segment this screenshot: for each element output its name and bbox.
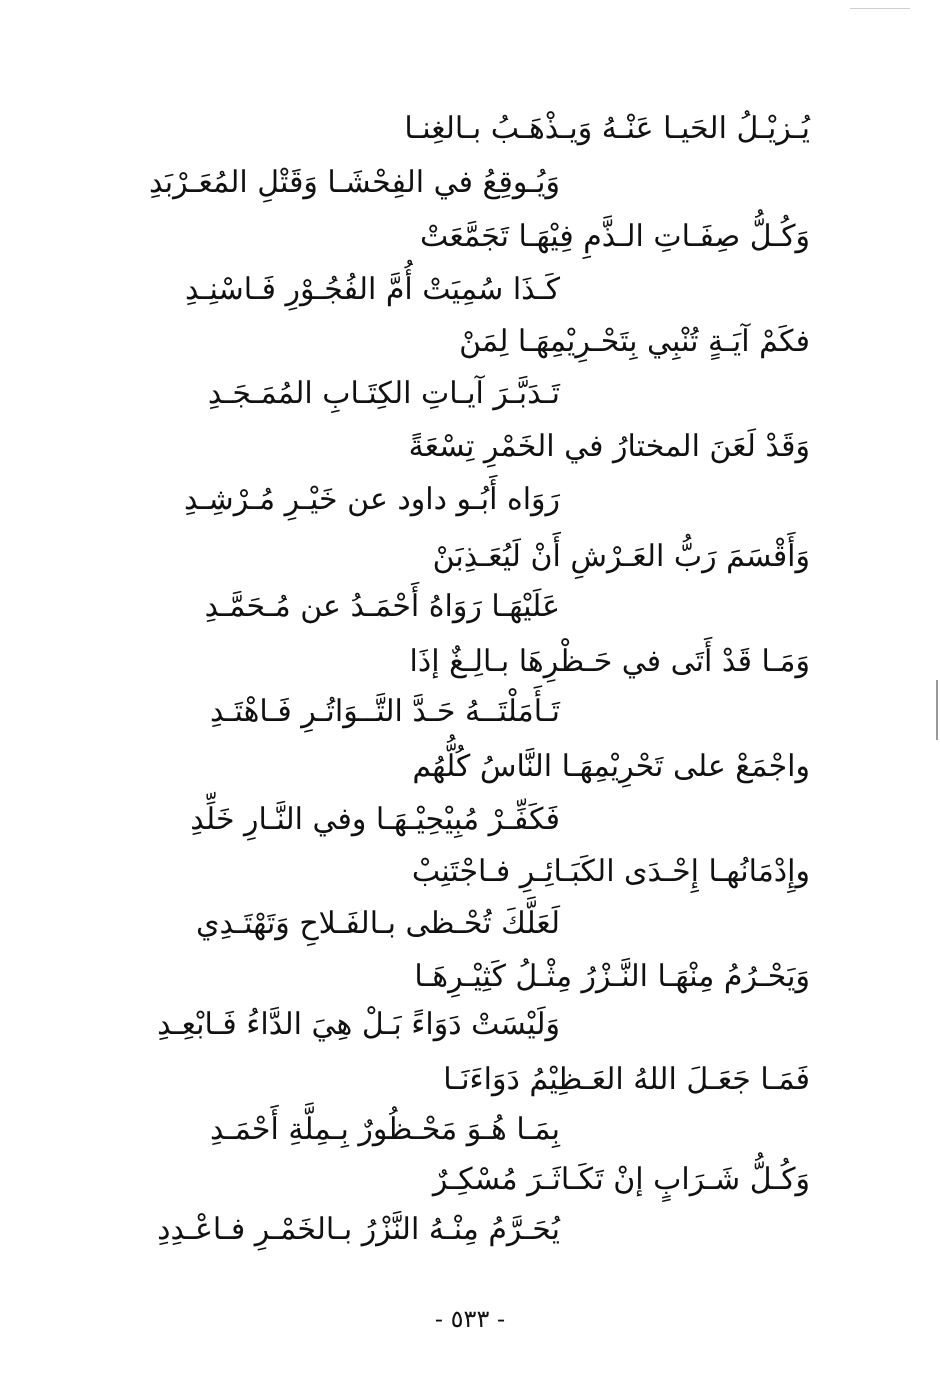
page-number: - ٥٣٣ - xyxy=(434,1305,506,1333)
verse-7-first-hemistich: واجْمَعْ على تَحْرِيْمِهَـا النَّاسُ كُلُّهُم xyxy=(412,749,810,784)
verse-3-first-hemistich: فكَمْ آيَـةٍ تُنْبِي بِتَحْـرِيْمِهَـا لِمَنْ xyxy=(459,324,810,359)
verse-5-first-hemistich: وَأَقْسَمَ رَبُّ العَـرْشِ أَنْ لَيُعَـذِبَنْ xyxy=(432,539,810,574)
verse-10-second-hemistich: بِمَـا هُـوَ مَحْـظُورٌ بِـمِلَّةِ أَحْمَـدِ xyxy=(210,1112,560,1147)
scan-edge-mark xyxy=(936,680,938,740)
verse-3-second-hemistich: تَـدَبَّـرَ آيـاتِ الكِتَـابِ المُمَـجَـدِ xyxy=(207,376,560,411)
scan-top-mark xyxy=(850,8,910,9)
verse-11-first-hemistich: وَكُـلُّ شَـرَابٍ إنْ تَكَـاثَـرَ مُسْكِـرٌ xyxy=(432,1162,810,1197)
verse-2-first-hemistich: وَكُـلُّ صِفَـاتِ الـذَّمِ فِيْهَـا تَجَمَّعَتْ xyxy=(420,219,810,254)
verse-11-second-hemistich: يُحَـرَّمُ مِنْـهُ النَّزْرُ بـالخَمْـرِ فـاعْـدِدِ xyxy=(157,1212,560,1247)
verse-1-second-hemistich: وَيُـوقِعُ في الفِحْشَـا وَقَتْلِ المُعَـرْبَدِ xyxy=(149,165,560,200)
verse-7-second-hemistich: فَكَفِّـرْ مُبِيْحِيْـهَـا وفي النَّـارِ خَلِّدِ xyxy=(190,802,560,837)
verse-4-first-hemistich: وَقَدْ لَعَنَ المختارُ في الخَمْرِ تِسْعَةً xyxy=(408,429,810,464)
verse-6-first-hemistich: وَمَـا قَدْ أَتَى في حَـظْرِهَا بـالِـغٌ إذَا xyxy=(409,644,810,679)
verse-4-second-hemistich: رَوَاه أَبُـو داود عن خَيْـرِ مُـرْشِـدِ xyxy=(184,482,560,517)
verse-8-second-hemistich: لَعَلَّكَ تُحْـظى بـالفَـلاحِ وَتَهْتَـدِي xyxy=(196,906,560,941)
verse-9-first-hemistich: وَيَحْـرُمُ مِنْهَـا النَّـزْرُ مِثْـلُ كَثِيْـرِهَـا xyxy=(414,959,810,994)
verse-9-second-hemistich: وَلَيْسَتْ دَوَاءً بَـلْ هِيَ الدَّاءُ فَـابْعِـدِ xyxy=(157,1007,560,1042)
verse-10-first-hemistich: فَمَـا جَعَـلَ اللهُ العَـظِيْمُ دَوَاءَنَـا xyxy=(443,1062,810,1097)
verse-6-second-hemistich: تَـأَمَلْتَــهُ حَـدَّ التَّــوَاتُـرِ فَـاهْتَـدِ xyxy=(210,694,560,729)
verse-5-second-hemistich: عَلَيْهَـا رَوَاهُ أَحْمَـدُ عن مُـحَمَّـدِ xyxy=(204,589,560,624)
verse-8-first-hemistich: وإِدْمَانُهـا إِحْـدَى الكَبَـائِـرِ فـاجْتَنِبْ xyxy=(411,854,810,889)
verse-2-second-hemistich: كَـذَا سُمِيَتْ أُمَّ الفُجُـوْرِ فَـاسْنِـدِ xyxy=(185,272,560,307)
verse-1-first-hemistich: يُـزيْـلُ الحَيـا عَنْـهُ وَيـذْهَـبُ بـالغِنـا xyxy=(404,111,810,146)
